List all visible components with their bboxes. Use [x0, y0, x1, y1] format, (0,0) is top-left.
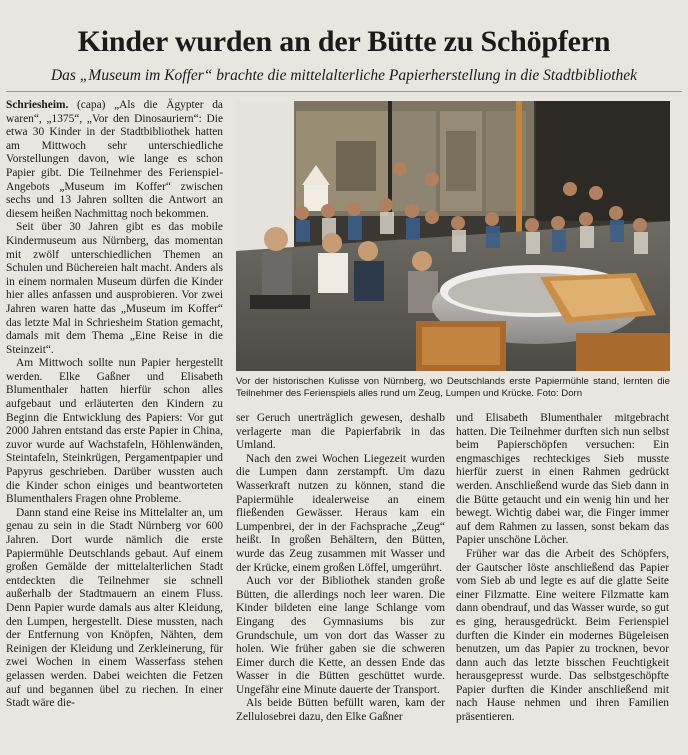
photo-caption: Vor der historischen Kulisse von Nürnberg, wo Deutschlands erste Papiermühle stand, lernten die Teilnehmer des Ferienspiels alles rund um Zeug, Lumpen und Krücke. Foto: Dorn	[236, 376, 670, 400]
paragraph-10: Früher war das die Arbeit des Schöpfers, der Gautscher löste anschließend das Papier vom Sieb ab und legte es auf die glatte Seite einer Filzmatte. Eine weitere Filzmatte kam dann obendrauf, und das Wasser wurde, so gut es ging, herausgedrückt. Beim Ferienspiel durften die Kinder ein modernes Bügeleisen benutzen, um das Papier zu trocknen, bevor dann auch das letzte bisschen Feuchtigkeit herausgepresst wurde. Das selbstgeschöpfte Papier durften die Kinder anschließend mit nach Hause nehmen und ihren Familien präsentieren.	[456, 547, 669, 724]
paragraph-7: Auch vor der Bibliothek standen große Bütten, die allerdings noch leer waren. Die Kinder bildeten eine lange Schlange vom Eingang des Gymnasiums bis zur Grundschule, um von dort das Wasser zu holen. Wie früher gaben sie die schweren Eimer durch die Kette, an dessen Ende das Wasser in die Bütten geschüttet wurde. Ungefähr eine Minute dauerte der Transport.	[236, 575, 445, 696]
paragraph-4: Dann stand eine Reise ins Mittelalter an, um genau zu sein in die Stadt Nürnberg vor 600 Jahren. Dort wurde nämlich die erste Papiermühle Deutschlands gebaut. Auf einem großen Gemälde der mittelalterlichen Stadt entdeckten die Teilnehmer sie schnell außerhalb der Stadtmauern an einem Fluss. Denn Papier wurde damals aus alter Kleidung, den Lumpen, hergestellt. Diese mussten, nach der Entfernung von Knöpfen, Nähten, dem Reinigen der Kleidung und Zerkleinerung, für zwei Wochen in einem Wasserfass stehen gelassen werden. Dabei weichten die Fetzen auf und begannen übel zu riechen. In einer Stadt wäre die-	[6, 506, 223, 710]
article-column-1	[6, 99, 223, 711]
paragraph-6: Nach den zwei Wochen Liegezeit wurden die Lumpen dann zerstampft. Um dazu Wasserkraft nutzen zu können, stand die Papiermühle idealerweise an einem fließenden Gewässer. Heraus kam ein Lumpenbrei, der in der Fachsprache „Zeug“ heißt. In großen Behältern, den Bütten, wurde das Zeug zusammen mit Wasser und der Krücke, einem großen Löffel, umgerührt.	[236, 452, 445, 574]
article-photo	[236, 101, 670, 371]
article-subheadline: Das „Museum im Koffer“ brachte die mittelalterliche Papierherstellung in die Stadtbibliothek	[50, 67, 638, 84]
paragraph-1: Schriesheim. (capa) „Als die Ägypter da waren“, „1375“, „Vor den Dinosauriern“: Die etwa 30 Kinder in der Stadtbibliothek hatten am Mittwoch sehr unterschiedliche Vorstellungen davon, wie lange es schon Papier gibt. Die Teilnehmer des Ferienspiel-Angebots „Museum im Koffer“ zwischen sechs und 13 Jahren sollten die Antwort an diesem heißen Nachmittag noch bekommen.	[6, 99, 223, 220]
article-column-3	[456, 412, 669, 725]
header-divider	[6, 91, 682, 92]
dateline: Schriesheim.	[6, 99, 69, 111]
paragraph-9: und Elisabeth Blumenthaler mitgebracht hatten. Die Teilnehmer durften sich nun selbst beim Papierschöpfen versuchen: Ein engmaschiges rechteckiges Sieb musste hierfür zuerst in einen Rahmen gedrückt werden. Anschließend wurde das Sieb dann in die Bütte getaucht und ein wenig hin und her bewegt. Wichtig dabei war, die Finger immer auf dem Rahmen zu lassen, sonst bekam das Papier unschöne Löcher.	[456, 412, 669, 547]
paragraph-2: Seit über 30 Jahren gibt es das mobile Kindermuseum aus Nürnberg, das momentan mit zwölf unterschiedlichen Themen an Schulen und Büchereien halt macht. Anders als in einem normalen Museum dürfen die Kinder hier alles anfassen und ausprobieren. Vor zwei Jahren waren hatte das „Museum im Koffer“ das letzte Mal in Schriesheim Station gemacht, damals mit dem Thema „Eine Reise in die Steinzeit“.	[6, 221, 223, 356]
article-headline: Kinder wurden an der Bütte zu Schöpfern	[77, 25, 611, 58]
photo-illustration	[236, 101, 670, 371]
paragraph-5: ser Geruch unerträglich gewesen, deshalb verlagerte man die Papierfabrik in das Umland.	[236, 412, 445, 452]
paragraph-3: Am Mittwoch sollte nun Papier hergestellt werden. Elke Gaßner und Elisabeth Blumenthaler hatten hierfür schon alles aufgebaut und erläuterten den Kindern zu Beginn die Entwicklung des Papiers: Vor gut 2000 Jahren entstand das erste Papier in China, zuvor wurde auf Wachstafeln, Höhlenwänden, Steintafeln, Steinkrügen, Pergamentpapier und Papyrus geschrieben. Darüber wussten auch die Kinder schon einiges und beantworteten Blumenthalers Fragen ohne Probleme.	[6, 357, 223, 506]
paragraph-8: Als beide Bütten befüllt waren, kam der Zellulosebrei dazu, den Elke Gaßner	[236, 697, 445, 724]
article-column-2	[236, 412, 445, 725]
